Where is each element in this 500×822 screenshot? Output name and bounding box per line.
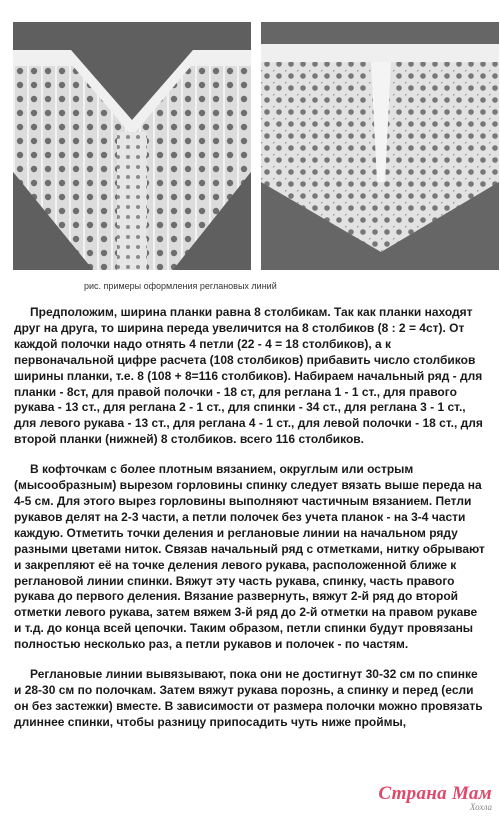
crochet-raglan-photo-right: [261, 22, 499, 270]
watermark-logo-text: Страна Мам: [378, 783, 492, 804]
paragraph-2: В кофточкам с более плотным вязанием, округлым или острым (мысообразным) вырезом горловины спинку следует вязать выше переда на 4-5 см. Для этого вырез горловины выполняют частичным вязанием. Петли рукавов делят на 2-3 части, а петли полочек без учета планок - на 3-4 части каждую. Отметить точки деления и реглановые линии на начальном ряду разными цветами ниток. Связав начальный ряд с отметками, нитку обрывают и закрепляют её на точке деления левого рукава, расположенной ближе к реглановой линии спинки. Вяжут эту часть рукава, спинку, часть правого рукава до первого деления. Вязание развернуть, вяжут 2-й ряд до второй отметки левого рукава, затем вяжем 3-й ряд до 2-й отметки на правом рукаве и т.д. до конца всей цепочки. Таким образом, петли спинки будут провязаны полностью несколько раз, а петли рукавов и полочек - по частям.: [14, 462, 485, 652]
site-watermark: [378, 783, 492, 812]
paragraph-3: Реглановые линии вывязывают, пока они не достигнут 30-32 см по спинке и 28-30 см по полочкам. Затем вяжут рукава порознь, а спинку и перед (если он без застежки) вместе. В зависимости от размера полочки можно провязать длиннее спинки, чтобы разницу припосадить чуть ниже проймы,: [14, 667, 483, 729]
crochet-photo-right: [261, 22, 499, 270]
watermark-author: Хохла: [469, 802, 492, 812]
figure-caption: рис. примеры оформления реглановых линий: [84, 281, 277, 291]
crochet-raglan-photo-left: [13, 22, 251, 270]
crochet-photo-left: [13, 22, 251, 270]
paragraph-1: Предположим, ширина планки равна 8 столбикам. Так как планки находят друг на друга, то ширина переда увеличится на 8 столбиков (8 : 2 = 4ст). От каждой полочки надо отнять 4 петли (22 - 4 = 18 столбиков), а к первоначальной цифре расчета (108 столбиков) прибавить число столбиков ширины планки, т.е. 8 (108 + 8=116 столбиков). Набираем начальный ряд - для планки - 8ст, для правой полочки - 18 ст, для реглана 1 - 1 ст., для правого рукава - 13 ст., для реглана 2 - 1 ст., для спинки - 34 ст., для реглана 3 - 1 ст., для левого рукава - 13 ст., для реглана 4 - 1 ст., для левой полочки - 18 ст., для второй планки (нижней) 8 столбиков. всего 116 столбиков.: [14, 305, 483, 447]
article-body: [14, 305, 487, 745]
